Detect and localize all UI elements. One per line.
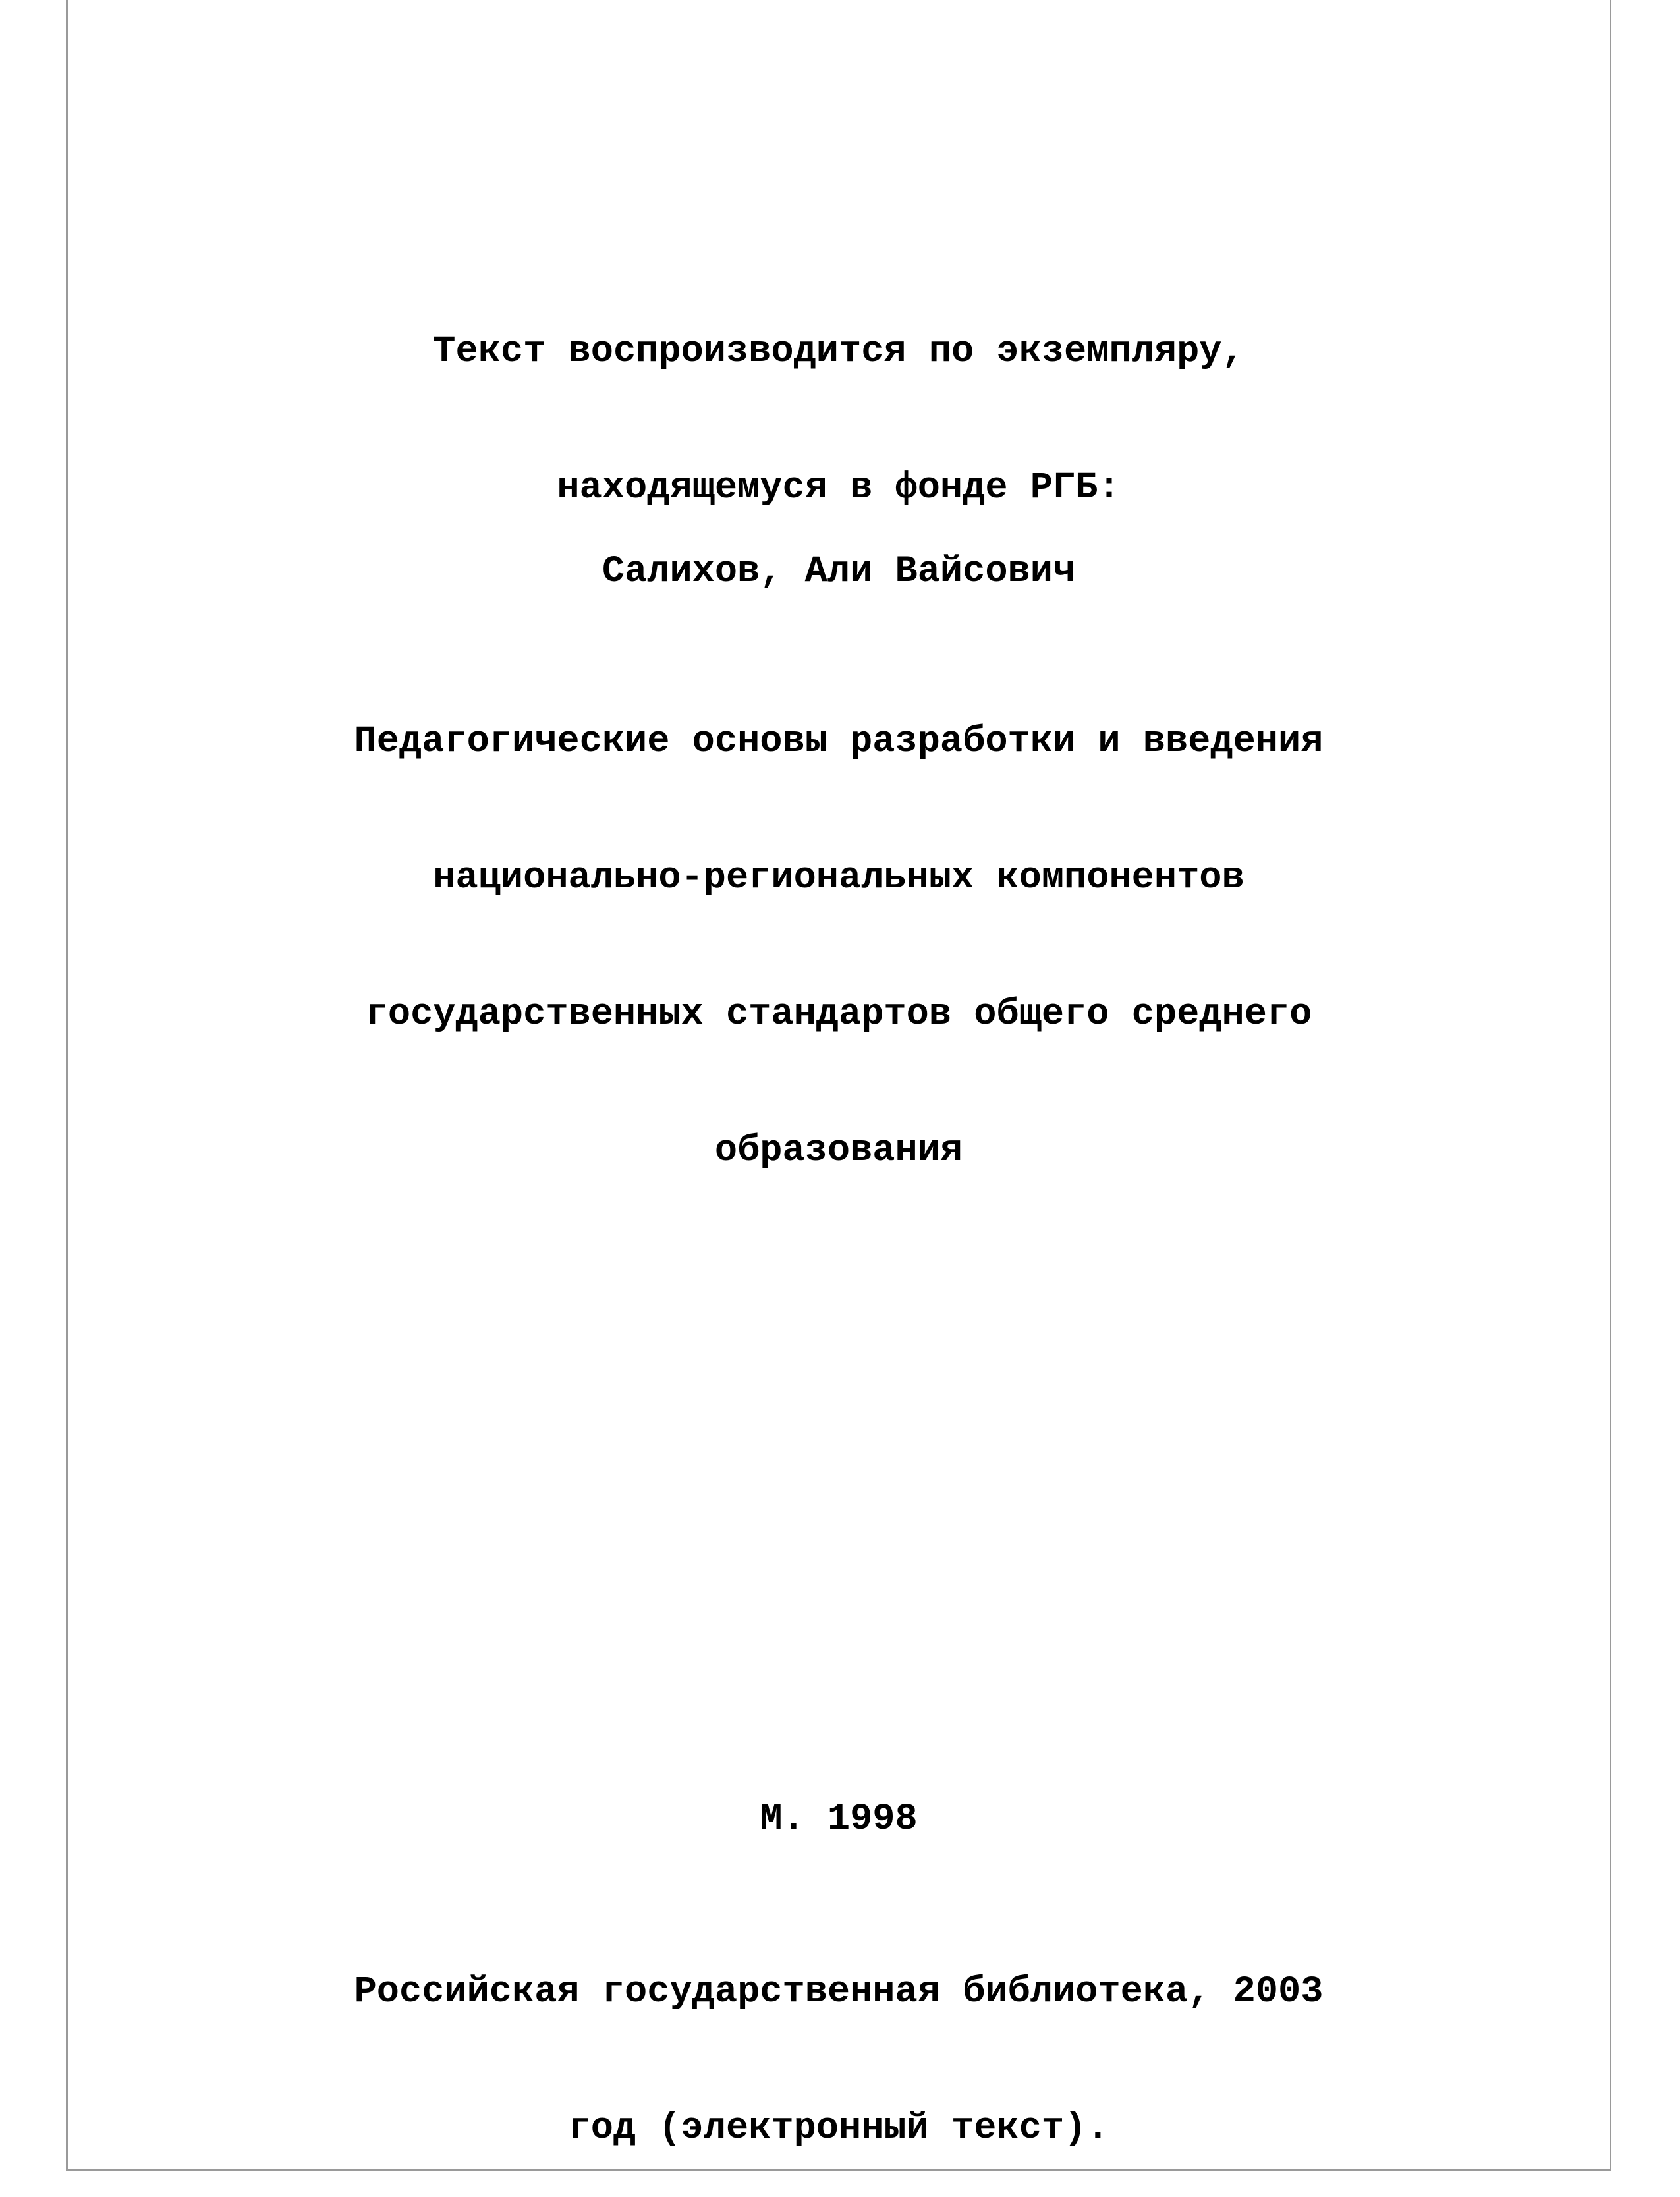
library-footer	[66, 1879, 1611, 2197]
footer-line-2: год (электронный текст).	[568, 2107, 1109, 2150]
title-line-3: государственных стандартов общего среднего	[365, 993, 1312, 1036]
title-line-4: образования	[714, 1130, 963, 1172]
author-line: Салихов, Али Вайсович	[602, 551, 1076, 593]
imprint-city-year	[66, 1706, 1611, 1888]
author-name	[66, 459, 1611, 640]
footer-line-1: Российская государственная библиотека, 2003	[354, 1971, 1324, 2013]
document-title	[66, 628, 1611, 1219]
title-line-2: национально-региональных компонентов	[433, 857, 1245, 899]
imprint-line: М. 1998	[760, 1798, 918, 1841]
notice-line-2: находящемуся в фонде РГБ:	[557, 467, 1121, 509]
notice-line-1: Текст воспроизводится по экземпляру,	[433, 331, 1245, 373]
title-line-1: Педагогические основы разработки и введения	[354, 721, 1324, 763]
